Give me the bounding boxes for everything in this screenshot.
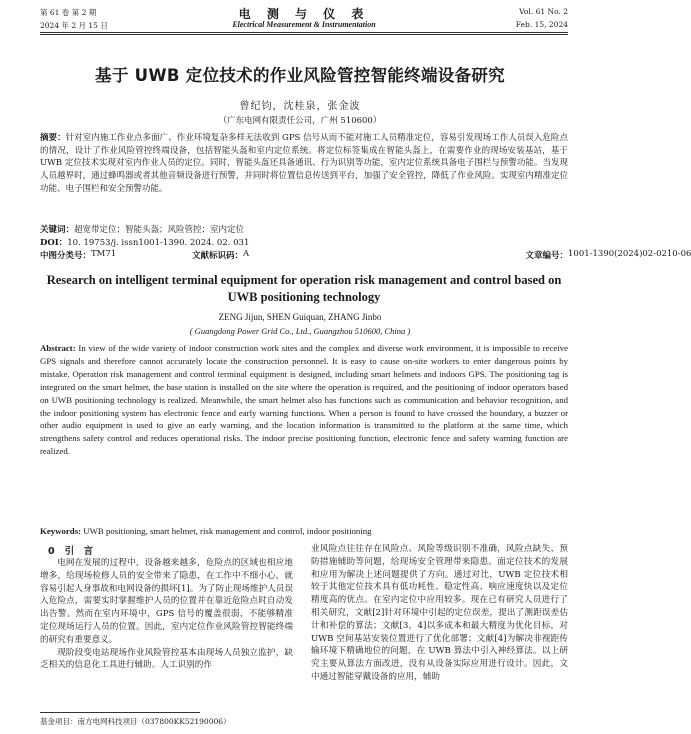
keywords-cn [40,223,568,235]
body-column-left [40,557,293,672]
doi-line [40,236,568,248]
abstract-en-label: Abstract: [40,343,76,353]
keywords-en [40,526,568,536]
keywords-en-label: Keywords: [40,526,82,536]
abstract-en-text: In view of the wide variety of indoor construction work sites and the complex and diverse work environment, it is impossible to receive GPS signals and therefore cannot accurately locate the construction personnel. It is easy to cause on-site workers to enter dangerous points by mistake. Operation risk management and control terminal equipment is designed, including smart helmets and indoors GPS. The positioning tag is integrated on the smart helmet, the base station is installed on the site where the operation is required, and the positioning of indoor operators based on UWB positioning technology is realized. Meanwhile, the smart helmet also has functions such as communication and behavior recognition, and the indoor positioning system has electronic fence and early warning functions. When a person is found to have crossed the boundary, a buzzer or other audio equipment is used to give an early warning, and the location information is transmitted to the platform at the same time, which strengthens safety control and reduces operational risks. The indoor precise positioning function, electronic fence and safety warning function are realized. [40,343,568,457]
doi-value: 10. 19753/j. issn1001-1390. 2024. 02. 031 [67,238,250,248]
section-title: 引 言 [64,546,94,557]
journal-title-en: Electrical Measurement & Instrumentation [232,20,376,29]
abstract-cn [40,132,568,196]
header-rule [40,32,568,33]
clc-code: 中图分类号： TM71 [40,249,117,261]
document-code: 文献标识码： A [192,249,250,261]
keywords-cn-text: 超宽带定位；智能头盔；风险管控；室内定位 [74,225,245,235]
section-number: 0 [48,546,55,557]
keywords-cn-label: 关键词： [40,225,75,235]
paper-title-en: Research on intelligent terminal equipment for operation risk management and control based on UWB positioning technology [46,273,562,304]
authors-cn: 曾纪钧，沈桂泉，张金波 [239,101,361,112]
affiliation-cn: （广东电网有限责任公司，广州 510600） [218,116,382,126]
affiliation-en: ( Guangdong Power Grid Co., Ltd., Guangzhou 510600, China ) [189,326,411,336]
journal-title-cn: 电 测 与 仪 表 [238,7,370,21]
keywords-en-text: UWB positioning, smart helmet, risk management and control, indoor positioning [83,526,372,536]
body-paragraph: 现阶段变电站现场作业风险管控基本由现场人员独立监护，缺乏相关的信息化工具进行辅助。人工识别的作 [40,647,293,671]
volume-cn: 第 61 卷 第 2 期 [40,8,97,17]
date-en: Feb. 15, 2024 [515,20,568,29]
body-column-right [311,543,568,684]
volume-en: Vol. 61 No. 2 [519,7,568,16]
footnote-funding: 基金项目：南方电网科技项目（037800KK52190006） [40,717,231,726]
footnote-rule [40,712,200,713]
abstract-cn-label: 摘要： [40,133,66,143]
paper-title-cn: 基于 UWB 定位技术的作业风险管控智能终端设备研究 [95,66,505,85]
body-paragraph: 电网在发展的过程中，设备越来越多，危险点的区域也相应地增多，给现场检修人员的安全带来了隐患，在工作中不细小心，就容易引起人身事故和电网设备的损坏[1]。为了防止现场维护人员误入危险点，需要实时掌握维护人员的位置并在靠近危险点时自动发出告警。然而在室内环境中，GPS 信号的覆盖很弱，不能够精准定位现场运行人员的位置。因此，室内定位作业风险管控智能终端的研究有重要意义。 [40,558,293,645]
date-cn: 2024 年 2 月 15 日 [40,21,108,30]
body-paragraph: 业风险点往往存在风险点、风险等级识别不准确，风险点缺失、预防措施辅助等问题，给现场安全管理带来隐患。面定位技术的发展和应用为解决上述问题提供了方向。通过对比，UWB 定位技术相较于其他定位技术具有低功耗性、稳定性高、响应速度快以及定位精度高的优点。在室内定位中应用较多。现在已有研究人员进行了相关研究，文献[2]针对环境中引起的定位误差，提出了测距误差估计和补偿的算法；文献[3，4]以多成本和最大精度为优化目标，对 UWB 空间基站安装位置进行了优化部署；文献[4]为解决非视距传输环境下精确地位的问题，在 UWB 算法中引入神经算法。以上研究主要从算法方面改进，没有从设备实际应用进行设计。因此，文中通过智能穿戴设备的应用，辅助 [311,544,568,682]
abstract-cn-text: 针对室内施工作业点多面广、作业环境复杂多样无法收到 GPS 信号从而不能对施工人员精准定位，容易引发现场工作人员误入危险点的情况，设计了作业风险管控终端设备，包括智能头盔和室内定位系统。将定位标签集成在智能头盔上，在需要作业的现场安装基站，基于 UWB 定位技术实现对室内作业人员的定位。同时，智能头盔还具备通讯、行为识别等功能，室内定位系统具备电子围栏与预警功能。当发现人员越界时，通过蜂鸣器或者其他音频设备进行预警，并同时将位置信息传送到平台，加强了安全管控，降低了作业风险。实现室内精准定位功能、电子围栏和安全预警功能。 [40,133,568,194]
header-rule-thin [40,34,568,35]
running-header-bottom [40,20,568,32]
section-heading [48,543,93,557]
article-number: 文章编号： 1001-1390(2024)02-0210-06 [525,249,691,261]
running-header-top [40,7,568,19]
abstract-en [40,342,568,458]
authors-en: ZENG Jijun, SHEN Guiquan, ZHANG Jinbo [218,312,382,322]
doi-label: DOI： [40,238,68,248]
